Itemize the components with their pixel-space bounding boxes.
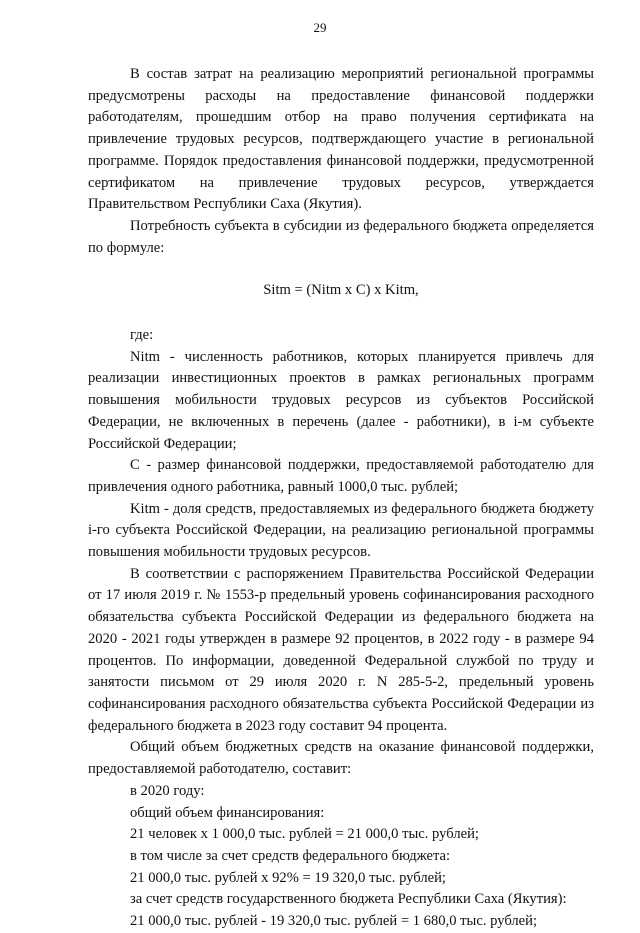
definition-c: С - размер финансовой поддержки, предоставляемой работодателю для привлечения одного работника, равный 1000,0 тыс. рублей; xyxy=(88,457,594,495)
definition-kitm: Kitm - доля средств, предоставляемых из федерального бюджета бюджету i-го субъекта Российской Федерации, на реализацию региональной программы повышения мобильности трудовых ресурсов. xyxy=(88,500,594,561)
calc-line-year: в 2020 году: xyxy=(130,782,205,799)
paragraph-program-costs: В состав затрат на реализацию мероприятий региональной программы предусмотрены расходы на предоставление финансовой поддержки работодателям, прошедшим отбор на право получения сертификата на привлечение трудовых ресурсов, подтверждающего участие в региональной программе. Порядок предоставления финансовой поддержки, предусмотренной сертификатом на привлечение трудовых ресурсов, утверждается Правительством Республики Саха (Якутия). xyxy=(88,66,594,213)
paragraph-total-budget: Общий объем бюджетных средств на оказание финансовой поддержки, предоставляемой работодателю, составит: xyxy=(88,739,594,778)
calc-line-federal: 21 000,0 тыс. рублей x 92% = 19 320,0 тыс. рублей; xyxy=(130,869,446,886)
paragraph-government-decree: В соответствии с распоряжением Правительства Российской Федерации от 17 июля 2019 г. № 1553-р предельный уровень софинансирования расходного обязательства субъекта Российской Федерации из федерального бюджета на 2020 - 2021 годы утвержден в размере 92 процентов, в 2022 году - в размере 94 процентов. По информации, доведенной Федеральной службой по труду и занятости письмом от 29 июля 2020 г. N 285-5-2, предельный уровень софинансирования расходного обязательства субъекта Российской Федерации из федерального бюджета в 2023 году составит 94 процента. xyxy=(88,565,594,734)
formula-where-label: где: xyxy=(130,327,154,344)
calc-line-regional-label: за счет средств государственного бюджета Республики Саха (Якутия): xyxy=(130,891,567,908)
calc-line-federal-label: в том числе за счет средств федерального бюджета: xyxy=(130,847,451,864)
paragraph-subsidy-need: Потребность субъекта в субсидии из федерального бюджета определяется по формуле: xyxy=(88,217,594,256)
definition-nitm: Nitm - численность работников, которых планируется привлечь для реализации инвестиционных проектов в рамках региональных программ повышения мобильности трудовых ресурсов из субъектов Российской Федерации, не включенных в перечень (далее - работники), в i-м субъекте Российской Федерации; xyxy=(88,348,594,452)
subsidy-formula: Sitm = (Nitm x C) x Kitm, xyxy=(263,282,419,299)
page-number: 29 xyxy=(313,20,327,35)
calc-line-regional: 21 000,0 тыс. рублей - 19 320,0 тыс. рублей = 1 680,0 тыс. рублей; xyxy=(130,913,538,930)
calc-line-total: 21 человек x 1 000,0 тыс. рублей = 21 000,0 тыс. рублей; xyxy=(130,826,479,843)
document-body xyxy=(88,64,594,933)
calc-line-total-label: общий объем финансирования: xyxy=(130,804,325,821)
